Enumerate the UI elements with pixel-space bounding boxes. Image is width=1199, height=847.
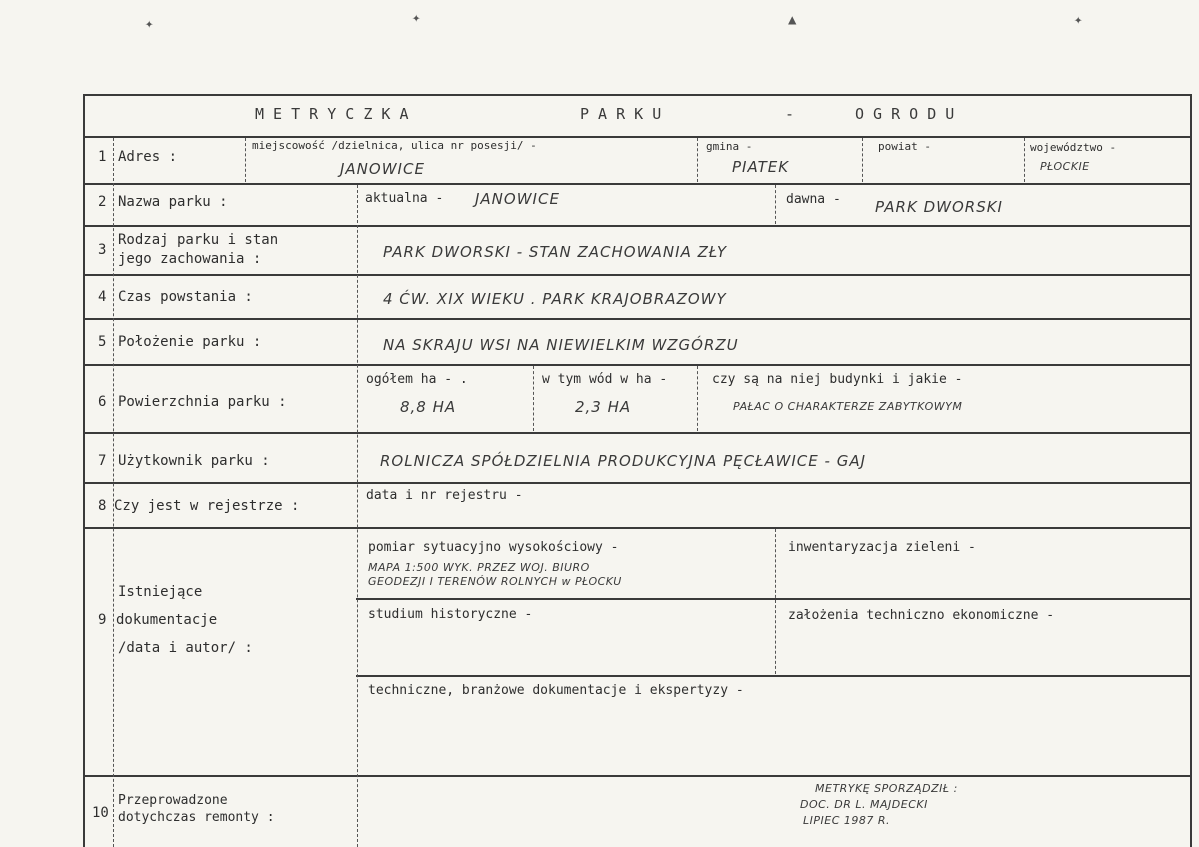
row-divider xyxy=(84,183,1192,185)
sub-row-divider xyxy=(356,675,1192,677)
registration-mark: ✦ xyxy=(145,16,154,32)
field-sublabel-locality: miejscowość /dzielnica, ulica nr posesji/ - xyxy=(252,139,537,152)
field-value-survey-2: GEODEZJI I TERENÓW ROLNYCH w PŁOCKU xyxy=(368,575,622,588)
field-value-user: ROLNICZA SPÓŁDZIELNIA PRODUKCYJNA PĘCŁAWICE - GAJ xyxy=(380,452,867,470)
table-border-top xyxy=(84,94,1192,96)
field-sublabel-register-date: data i nr rejestru - xyxy=(366,488,523,503)
field-sublabel-greenery-inventory: inwentaryzacja zieleni - xyxy=(788,540,976,555)
field-sublabel-water-area: w tym wód w ha - xyxy=(542,372,668,387)
signature-line-1: METRYKĘ SPORZĄDZIŁ : xyxy=(815,782,958,795)
row-divider xyxy=(84,274,1192,276)
field-value-survey-1: MAPA 1:500 WYK. PRZEZ WOJ. BIURO xyxy=(368,561,590,574)
field-sublabel-county: powiat - xyxy=(878,140,931,153)
form-title: M E T R Y C Z K A xyxy=(255,105,409,123)
form-title-dash: - xyxy=(785,105,795,123)
field-sublabel-buildings: czy są na niej budynki i jakie - xyxy=(712,372,963,387)
field-label-location: Położenie parku : xyxy=(118,334,262,350)
row-divider xyxy=(84,432,1192,434)
row-number: 6 xyxy=(98,394,107,410)
row-number: 7 xyxy=(98,453,107,469)
field-label-repairs-1: Przeprowadzone xyxy=(118,793,228,808)
field-sublabel-commune: gmina - xyxy=(706,140,753,153)
form-title-park: P A R K U xyxy=(580,105,662,123)
field-label-address: Adres : xyxy=(118,149,178,165)
row-divider xyxy=(84,136,1192,138)
row-number: 10 xyxy=(92,805,109,821)
field-value-creation-time: 4 ĆW. XIX WIEKU . PARK KRAJOBRAZOWY xyxy=(383,290,727,308)
row-number: 1 xyxy=(98,149,107,165)
field-sublabel-total-area: ogółem ha - . xyxy=(366,372,468,387)
field-label-documentation-1: Istniejące xyxy=(118,584,203,600)
field-sublabel-historical-study: studium historyczne - xyxy=(368,607,533,622)
row-divider xyxy=(84,527,1192,529)
field-value-commune: PIATEK xyxy=(732,158,790,176)
form-title-garden: O G R O D U xyxy=(855,105,955,123)
registration-mark: ✦ xyxy=(412,10,421,26)
field-sublabel-former: dawna - xyxy=(786,192,841,207)
field-sublabel-techno-economic: założenia techniczno ekonomiczne - xyxy=(788,608,1055,623)
cell-divider xyxy=(697,366,698,431)
row-number: 4 xyxy=(98,289,107,305)
field-label-user: Użytkownik parku : xyxy=(118,453,270,469)
row-number: 3 xyxy=(98,242,107,258)
field-sublabel-survey: pomiar sytuacyjno wysokościowy - xyxy=(368,540,619,555)
field-label-register: Czy jest w rejestrze : xyxy=(114,498,300,514)
row-divider xyxy=(84,225,1192,227)
cell-divider xyxy=(245,138,246,182)
field-value-water-area: 2,3 HA xyxy=(575,398,632,416)
field-value-location: NA SKRAJU WSI NA NIEWIELKIM WZGÓRZU xyxy=(383,336,739,354)
field-sublabel-current: aktualna - xyxy=(365,191,444,206)
field-sublabel-voivodeship: województwo - xyxy=(1030,141,1117,154)
field-value-voivodeship: PŁOCKIE xyxy=(1040,160,1090,173)
row-divider xyxy=(84,364,1192,366)
signature-line-3: LIPIEC 1987 R. xyxy=(803,814,891,827)
sub-row-divider xyxy=(356,598,1192,600)
row-number: 2 xyxy=(98,194,107,210)
field-value-locality: JANOWICE xyxy=(340,160,425,178)
field-value-park-type: PARK DWORSKI - STAN ZACHOWANIA ZŁY xyxy=(383,243,728,261)
cell-divider xyxy=(775,529,776,674)
field-label-documentation-2: dokumentacje xyxy=(116,612,218,628)
field-sublabel-technical-docs: techniczne, branżowe dokumentacje i ekspertyzy - xyxy=(368,683,744,698)
field-label-park-type-1: Rodzaj parku i stan xyxy=(118,232,279,248)
cell-divider xyxy=(533,366,534,431)
field-label-creation-time: Czas powstania : xyxy=(118,289,253,305)
field-value-current-name: JANOWICE xyxy=(475,190,560,208)
cell-divider xyxy=(775,185,776,224)
row-number: 5 xyxy=(98,334,107,350)
field-label-park-name: Nazwa parku : xyxy=(118,194,228,210)
registration-mark: ▲ xyxy=(788,12,797,28)
field-label-park-type-2: jego zachowania : xyxy=(118,251,262,267)
row-divider xyxy=(84,482,1192,484)
cell-divider xyxy=(697,138,698,182)
cell-divider xyxy=(862,138,863,182)
row-divider xyxy=(84,318,1192,320)
field-value-former-name: PARK DWORSKI xyxy=(875,198,1003,216)
field-value-total-area: 8,8 HA xyxy=(400,398,457,416)
row-divider xyxy=(84,775,1192,777)
field-value-buildings: PAŁAC O CHARAKTERZE ZABYTKOWYM xyxy=(733,400,963,413)
field-label-documentation-3: /data i autor/ : xyxy=(118,640,253,656)
field-label-area: Powierzchnia parku : xyxy=(118,394,287,410)
number-column-divider xyxy=(113,138,114,847)
signature-line-2: DOC. DR L. MAJDECKI xyxy=(800,798,928,811)
field-label-repairs-2: dotychczas remonty : xyxy=(118,810,275,825)
cell-divider xyxy=(1024,138,1025,182)
label-column-divider xyxy=(357,185,358,847)
table-border-left xyxy=(83,94,85,847)
table-border-right xyxy=(1190,94,1192,847)
registration-mark: ✦ xyxy=(1074,12,1083,28)
row-number: 8 xyxy=(98,498,107,514)
row-number: 9 xyxy=(98,612,107,628)
